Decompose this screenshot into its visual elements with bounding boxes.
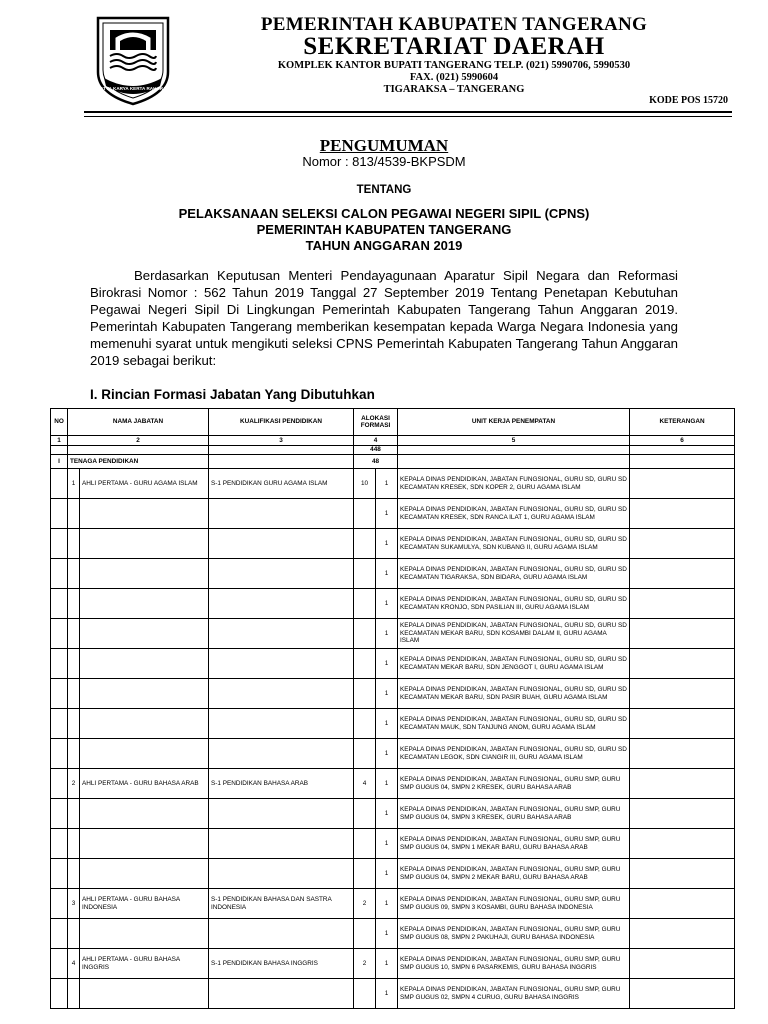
table-row: [51, 649, 735, 679]
row-no: [68, 709, 80, 739]
row-no: [68, 829, 80, 859]
row-no: [68, 499, 80, 529]
row-unit-kerja: KEPALA DINAS PENDIDIKAN, JABATAN FUNGSIONAL, GURU SD, GURU SD KECAMATAN KRESEK, SDN RANCA ILAT 1, GURU AGAMA ISLAM: [398, 499, 630, 529]
row-jumlah: 1: [376, 889, 398, 919]
row-jabatan: [80, 979, 209, 1009]
category-row: [51, 455, 735, 469]
row-no: 3: [68, 889, 80, 919]
row-kualifikasi: S-1 PENDIDIKAN GURU AGAMA ISLAM: [209, 469, 354, 499]
row-spacer: [51, 619, 68, 649]
formation-table: [50, 408, 735, 1009]
row-jabatan: [80, 679, 209, 709]
row-spacer: [51, 949, 68, 979]
announcement-number: Nomor : 813/4539-BKPSDM: [302, 154, 466, 169]
row-unit-kerja: KEPALA DINAS PENDIDIKAN, JABATAN FUNGSIONAL, GURU SMP, GURU SMP GUGUS 04, SMPN 3 KRESEK, GURU BAHASA ARAB: [398, 799, 630, 829]
table-row: [51, 529, 735, 559]
row-jumlah: 1: [376, 739, 398, 769]
row-jabatan: [80, 649, 209, 679]
row-no: [68, 679, 80, 709]
row-jumlah: 1: [376, 559, 398, 589]
row-keterangan: [630, 499, 735, 529]
header-keterangan: KETERANGAN: [630, 409, 735, 436]
row-kualifikasi: [209, 529, 354, 559]
category-name: TENAGA PENDIDIKAN: [68, 455, 209, 469]
row-unit-kerja: KEPALA DINAS PENDIDIKAN, JABATAN FUNGSIONAL, GURU SMP, GURU SMP GUGUS 10, SMPN 6 PASARKEMIS, GURU BAHASA INGGRIS: [398, 949, 630, 979]
row-keterangan: [630, 859, 735, 889]
row-unit-kerja: KEPALA DINAS PENDIDIKAN, JABATAN FUNGSIONAL, GURU SMP, GURU SMP GUGUS 02, SMPN 4 CURUG, GURU BAHASA INGGRIS: [398, 979, 630, 1009]
table-row: [51, 949, 735, 979]
row-jabatan: AHLI PERTAMA - GURU AGAMA ISLAM: [80, 469, 209, 499]
row-unit-kerja: KEPALA DINAS PENDIDIKAN, JABATAN FUNGSIONAL, GURU SMP, GURU SMP GUGUS 04, SMPN 2 MEKAR BARU, GURU BAHASA ARAB: [398, 859, 630, 889]
subject-line-1: PELAKSANAAN SELEKSI CALON PEGAWAI NEGERI SIPIL (CPNS): [178, 206, 590, 221]
row-unit-kerja: KEPALA DINAS PENDIDIKAN, JABATAN FUNGSIONAL, GURU SD, GURU SD KECAMATAN SUKAMULYA, SDN KUBANG II, GURU AGAMA ISLAM: [398, 529, 630, 559]
subject-line-2: PEMERINTAH KABUPATEN TANGERANG: [256, 222, 512, 237]
grand-total-row: [51, 446, 735, 455]
row-alokasi: [354, 829, 376, 859]
header-nama-jabatan: NAMA JABATAN: [68, 409, 209, 436]
row-spacer: [51, 979, 68, 1009]
row-jabatan: [80, 499, 209, 529]
announcement-about: TENTANG: [356, 184, 412, 196]
row-no: 1: [68, 469, 80, 499]
row-jabatan: [80, 589, 209, 619]
row-kualifikasi: [209, 859, 354, 889]
row-kualifikasi: [209, 739, 354, 769]
row-spacer: [51, 469, 68, 499]
row-jabatan: [80, 709, 209, 739]
table-row: [51, 829, 735, 859]
row-no: [68, 739, 80, 769]
row-spacer: [51, 919, 68, 949]
table-row: [51, 469, 735, 499]
row-unit-kerja: KEPALA DINAS PENDIDIKAN, JABATAN FUNGSIONAL, GURU SD, GURU SD KECAMATAN KRESEK, SDN KOPER 2, GURU AGAMA ISLAM: [398, 469, 630, 499]
postal-code: KODE POS 15720: [649, 95, 728, 106]
row-unit-kerja: KEPALA DINAS PENDIDIKAN, JABATAN FUNGSIONAL, GURU SMP, GURU SMP GUGUS 09, SMPN 3 KOSAMBI, GURU BAHASA INDONESIA: [398, 889, 630, 919]
letterhead-city: TIGARAKSA – TANGERANG: [383, 84, 525, 95]
row-keterangan: [630, 559, 735, 589]
row-unit-kerja: KEPALA DINAS PENDIDIKAN, JABATAN FUNGSIONAL, GURU SMP, GURU SMP GUGUS 08, SMPN 2 PAKUHAJI, GURU BAHASA INDONESIA: [398, 919, 630, 949]
row-keterangan: [630, 739, 735, 769]
table-row: [51, 499, 735, 529]
col-number: 2: [68, 436, 209, 446]
row-jabatan: [80, 859, 209, 889]
row-spacer: [51, 889, 68, 919]
row-no: [68, 619, 80, 649]
row-unit-kerja: KEPALA DINAS PENDIDIKAN, JABATAN FUNGSIONAL, GURU SD, GURU SD KECAMATAN KRONJO, SDN PASILIAN III, GURU AGAMA ISLAM: [398, 589, 630, 619]
letterhead-office: SEKRETARIAT DAERAH: [303, 33, 605, 60]
row-jumlah: 1: [376, 469, 398, 499]
row-kualifikasi: [209, 589, 354, 619]
row-alokasi: 2: [354, 889, 376, 919]
row-spacer: [51, 739, 68, 769]
row-unit-kerja: KEPALA DINAS PENDIDIKAN, JABATAN FUNGSIONAL, GURU SMP, GURU SMP GUGUS 04, SMPN 1 MEKAR BARU, GURU BAHASA ARAB: [398, 829, 630, 859]
row-no: [68, 979, 80, 1009]
tangerang-regency-logo: [90, 14, 176, 106]
table-row: [51, 739, 735, 769]
row-jabatan: [80, 739, 209, 769]
grand-total: 448: [354, 446, 398, 455]
row-alokasi: [354, 799, 376, 829]
row-keterangan: [630, 709, 735, 739]
row-jabatan: AHLI PERTAMA - GURU BAHASA INDONESIA: [80, 889, 209, 919]
letterhead-rule-thick: [84, 111, 732, 113]
table-row: [51, 709, 735, 739]
row-spacer: [51, 859, 68, 889]
col-number: 3: [209, 436, 354, 446]
column-number-row: [51, 436, 735, 446]
row-kualifikasi: [209, 499, 354, 529]
row-alokasi: 10: [354, 469, 376, 499]
row-keterangan: [630, 979, 735, 1009]
row-spacer: [51, 799, 68, 829]
col-number: 5: [398, 436, 630, 446]
col-number: 6: [630, 436, 735, 446]
table-row: [51, 559, 735, 589]
row-keterangan: [630, 679, 735, 709]
header-unit-kerja: UNIT KERJA PENEMPATAN: [398, 409, 630, 436]
row-alokasi: [354, 649, 376, 679]
row-unit-kerja: KEPALA DINAS PENDIDIKAN, JABATAN FUNGSIONAL, GURU SD, GURU SD KECAMATAN MEKAR BARU, SDN JENGGOT I, GURU AGAMA ISLAM: [398, 649, 630, 679]
row-alokasi: [354, 559, 376, 589]
row-no: 4: [68, 949, 80, 979]
logo-motto: SATYA KARYA KERTA RAHARJA: [97, 86, 169, 91]
row-alokasi: [354, 529, 376, 559]
row-alokasi: [354, 709, 376, 739]
row-no: [68, 529, 80, 559]
letterhead-fax: FAX. (021) 5990604: [409, 72, 499, 83]
row-kualifikasi: [209, 619, 354, 649]
row-jumlah: 1: [376, 919, 398, 949]
row-kualifikasi: [209, 799, 354, 829]
row-kualifikasi: [209, 919, 354, 949]
row-unit-kerja: KEPALA DINAS PENDIDIKAN, JABATAN FUNGSIONAL, GURU SD, GURU SD KECAMATAN TIGARAKSA, SDN BIDARA, GURU AGAMA ISLAM: [398, 559, 630, 589]
row-jabatan: [80, 829, 209, 859]
row-keterangan: [630, 769, 735, 799]
table-row: [51, 889, 735, 919]
table-row: [51, 769, 735, 799]
row-jumlah: 1: [376, 679, 398, 709]
row-keterangan: [630, 649, 735, 679]
row-spacer: [51, 649, 68, 679]
row-alokasi: 2: [354, 949, 376, 979]
row-jumlah: 1: [376, 829, 398, 859]
row-no: [68, 559, 80, 589]
row-keterangan: [630, 919, 735, 949]
row-kualifikasi: S-1 PENDIDIKAN BAHASA ARAB: [209, 769, 354, 799]
category-no: I: [51, 455, 68, 469]
row-kualifikasi: [209, 679, 354, 709]
row-keterangan: [630, 799, 735, 829]
row-jabatan: [80, 559, 209, 589]
table-row: [51, 589, 735, 619]
row-jumlah: 1: [376, 979, 398, 1009]
row-no: [68, 649, 80, 679]
row-spacer: [51, 769, 68, 799]
row-spacer: [51, 529, 68, 559]
row-jumlah: 1: [376, 529, 398, 559]
announcement-title: PENGUMUMAN: [319, 136, 449, 155]
row-jumlah: 1: [376, 499, 398, 529]
table-row: [51, 799, 735, 829]
row-jumlah: 1: [376, 619, 398, 649]
table-header-row: [51, 409, 735, 436]
letterhead-government: PEMERINTAH KABUPATEN TANGERANG: [260, 14, 648, 35]
letterhead-address: KOMPLEK KANTOR BUPATI TANGERANG TELP. (021) 5990706, 5990530: [277, 60, 631, 71]
row-jabatan: AHLI PERTAMA - GURU BAHASA ARAB: [80, 769, 209, 799]
row-alokasi: [354, 499, 376, 529]
header-alokasi: ALOKASI FORMASI: [354, 409, 398, 436]
row-keterangan: [630, 619, 735, 649]
row-keterangan: [630, 829, 735, 859]
section-heading: I. Rincian Formasi Jabatan Yang Dibutuhkan: [90, 387, 375, 402]
row-jumlah: 1: [376, 949, 398, 979]
row-alokasi: [354, 739, 376, 769]
table-row: [51, 619, 735, 649]
header-kualifikasi: KUALIFIKASI PENDIDIKAN: [209, 409, 354, 436]
row-unit-kerja: KEPALA DINAS PENDIDIKAN, JABATAN FUNGSIONAL, GURU SD, GURU SD KECAMATAN MAUK, SDN TANJUNG ANOM, GURU AGAMA ISLAM: [398, 709, 630, 739]
header-no: NO: [51, 409, 68, 436]
row-kualifikasi: [209, 559, 354, 589]
row-no: [68, 589, 80, 619]
col-number: 4: [354, 436, 398, 446]
row-keterangan: [630, 949, 735, 979]
row-unit-kerja: KEPALA DINAS PENDIDIKAN, JABATAN FUNGSIONAL, GURU SMP, GURU SMP GUGUS 04, SMPN 2 KRESEK, GURU BAHASA ARAB: [398, 769, 630, 799]
table-row: [51, 859, 735, 889]
row-no: 2: [68, 769, 80, 799]
row-no: [68, 799, 80, 829]
row-alokasi: [354, 679, 376, 709]
row-jabatan: [80, 529, 209, 559]
row-no: [68, 919, 80, 949]
row-jabatan: [80, 919, 209, 949]
row-alokasi: [354, 859, 376, 889]
subject-line-3: TAHUN ANGGARAN 2019: [305, 238, 463, 253]
row-spacer: [51, 499, 68, 529]
row-kualifikasi: [209, 979, 354, 1009]
row-unit-kerja: KEPALA DINAS PENDIDIKAN, JABATAN FUNGSIONAL, GURU SD, GURU SD KECAMATAN LEGOK, SDN CIANGIR III, GURU AGAMA ISLAM: [398, 739, 630, 769]
row-keterangan: [630, 889, 735, 919]
row-jabatan: [80, 619, 209, 649]
row-spacer: [51, 679, 68, 709]
row-kualifikasi: S-1 PENDIDIKAN BAHASA DAN SASTRA INDONESIA: [209, 889, 354, 919]
row-unit-kerja: KEPALA DINAS PENDIDIKAN, JABATAN FUNGSIONAL, GURU SD, GURU SD KECAMATAN MEKAR BARU, SDN KOSAMBI DALAM II, GURU AGAMA ISLAM: [398, 619, 630, 649]
body-paragraph-text: Berdasarkan Keputusan Menteri Pendayagunaan Aparatur Sipil Negara dan Reformasi Birokrasi Nomor : 562 Tahun 2019 Tanggal 27 September 2019 Tentang Penetapan Kebutuhan Pegawai Negeri Sipil Di Lingkungan Pemerintah Kabupaten Tangerang Tahun Anggaran 2019. Pemerintah Kabupaten Tangerang memberikan kesempatan kepada Warga Negara Indonesia yang memenuhi syarat untuk mengikuti seleksi CPNS Pemerintah Kabupaten Tangerang Tahun Anggaran 2019 sebagai berikut:: [90, 268, 678, 368]
table-row: [51, 979, 735, 1009]
row-spacer: [51, 829, 68, 859]
row-kualifikasi: S-1 PENDIDIKAN BAHASA INGGRIS: [209, 949, 354, 979]
row-kualifikasi: [209, 829, 354, 859]
table-row: [51, 919, 735, 949]
row-jumlah: 1: [376, 769, 398, 799]
col-number: 1: [51, 436, 68, 446]
row-spacer: [51, 709, 68, 739]
row-alokasi: 4: [354, 769, 376, 799]
row-keterangan: [630, 529, 735, 559]
letterhead-rule-thin: [84, 116, 732, 117]
row-jumlah: 1: [376, 799, 398, 829]
row-no: [68, 859, 80, 889]
category-total: 48: [354, 455, 398, 469]
row-alokasi: [354, 979, 376, 1009]
row-kualifikasi: [209, 709, 354, 739]
row-jumlah: 1: [376, 709, 398, 739]
row-kualifikasi: [209, 649, 354, 679]
row-spacer: [51, 559, 68, 589]
row-jabatan: AHLI PERTAMA - GURU BAHASA INGGRIS: [80, 949, 209, 979]
table-row: [51, 679, 735, 709]
body-paragraph: [90, 268, 678, 369]
row-unit-kerja: KEPALA DINAS PENDIDIKAN, JABATAN FUNGSIONAL, GURU SD, GURU SD KECAMATAN MEKAR BARU, SDN PASIR BUAH, GURU AGAMA ISLAM: [398, 679, 630, 709]
row-alokasi: [354, 619, 376, 649]
row-jumlah: 1: [376, 589, 398, 619]
row-jumlah: 1: [376, 859, 398, 889]
row-spacer: [51, 589, 68, 619]
row-alokasi: [354, 919, 376, 949]
row-jumlah: 1: [376, 649, 398, 679]
row-keterangan: [630, 589, 735, 619]
row-keterangan: [630, 469, 735, 499]
row-jabatan: [80, 799, 209, 829]
row-alokasi: [354, 589, 376, 619]
